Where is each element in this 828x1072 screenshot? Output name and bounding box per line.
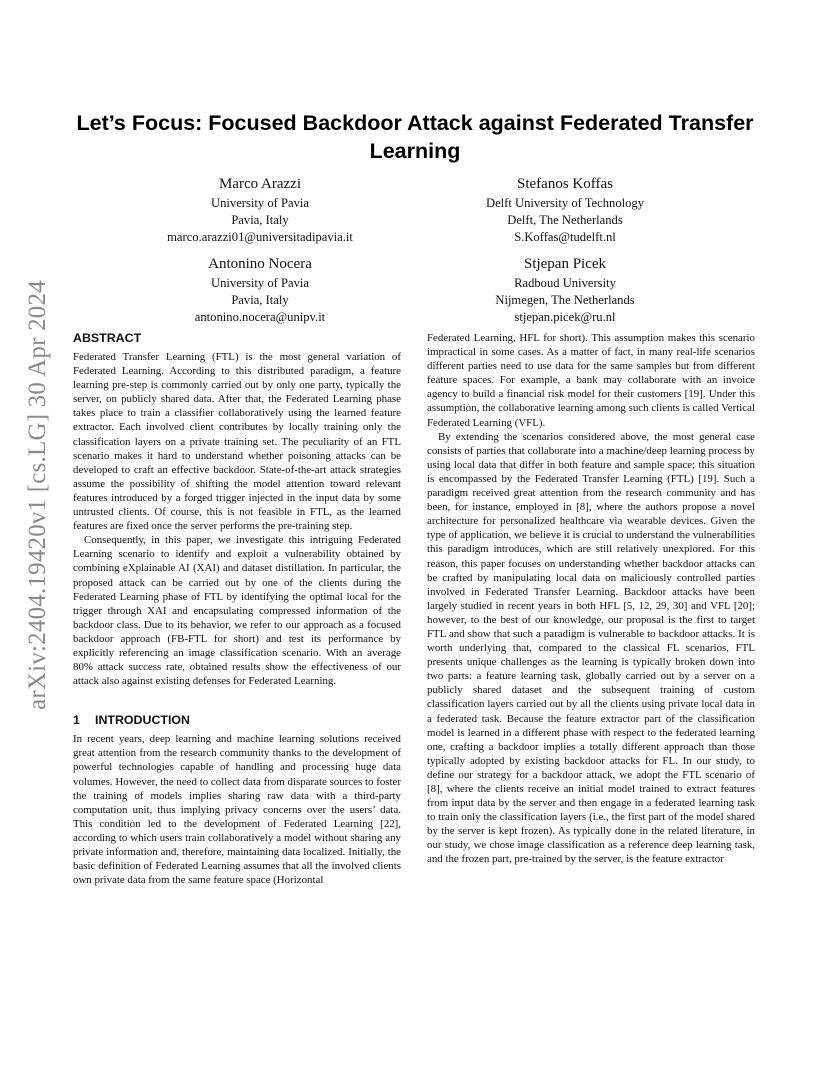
abstract-paragraph: Consequently, in this paper, we investigate this intriguing Federated Learning scenario to identify and exploit a vulnerability obtained by combining eXplainable AI (XAI) and dataset distillation. In particular, the proposed attack can be carried out by one of the clients during the Federated Learning phase of FTL by identifying the optimal local for the trigger through XAI and encapsulating compressed information of the backdoor class. Due to its behavior, we refer to our approach as a focused backdoor approach (FB-FTL for short) and test its performance by explicitly referencing an image classification scenario. With an average 80% attack success rate, obtained results show the effectiveness of our attack also against existing defenses for Federated Learning.	[73, 534, 401, 688]
section-number: 1	[73, 713, 80, 728]
abstract-heading: ABSTRACT	[73, 331, 142, 345]
author-affiliation: Delft University of Technology	[485, 196, 645, 210]
author-email: stjepan.picek@ru.nl	[514, 310, 616, 324]
paper-title: Let’s Focus: Focused Backdoor Attack against Federated Transfer Learning	[76, 111, 754, 163]
author-location: Pavia, Italy	[231, 213, 289, 227]
author-block	[430, 254, 700, 326]
author-email: marco.arazzi01@universitadipavia.it	[167, 230, 353, 244]
author-affiliation: University of Pavia	[211, 196, 309, 210]
author-name: Stefanos Koffas	[517, 176, 613, 192]
author-name: Antonino Nocera	[208, 256, 312, 272]
body-paragraph: By extending the scenarios considered above, the most general case consists of parties that collaborate into a machine/deep learning process by using local data that differ in both feature and sample space; this situation is encompassed by the Federated Transfer Learning (FTL) [19]. Such a paradigm received great attention from the research community and has been, for instance, employed in [8], where the authors propose a novel architecture for personalized healthcare via wearable devices. Given the type of application, we believe it is crucial to understand the vulnerabilities this paradigm introduces, which are still relatively unexplored. For this reason, this paper focuses on understanding whether backdoor attacks can be crafted by manipulating local data on maliciously controlled parties involved in Federated Transfer Learning. Backdoor attacks have been largely studied in recent years in both HFL [5, 12, 29, 30] and VFL [20]; however, to the best of our knowledge, our proposal is the first to target FTL and show that such a paradigm is vulnerable to backdoor attacks. It is worth underlying that, compared to the classical FL scenarios, FTL presents unique challenges as the learning is typically broken down into two parts: a feature learning task, globally carried out by a server on a publicly shared dataset and the subsequent training of custom classification layers carried out by all the clients using private local data in a federated task. Because the feature extractor part of the classification model is learned in a different phase with respect to the federated learning one, crafting a backdoor implies a totally different approach than those typically adopted by existing backdoor attacks for FL. In our study, to define our strategy for a backdoor attack, we adopt the FTL scenario of [8], where the clients receive an initial model trained to extract features from input data by the server and then engage in a federated learning task to train only the classification layers (i.e., the first part of the model shared by the server is kept frozen). As typically done in the related literature, in our study, we chose image classification as a reference deep learning task, and the frozen part, pre-trained by the server, is the feature extractor	[427, 430, 755, 866]
author-location: Pavia, Italy	[231, 293, 289, 307]
author-email: S.Koffas@tudelft.nl	[514, 230, 616, 244]
author-name: Marco Arazzi	[218, 176, 302, 192]
arxiv-identifier-text: arXiv:2404.19420v1 [cs.LG] 30 Apr 2024	[24, 280, 51, 710]
author-affiliation: University of Pavia	[211, 276, 309, 290]
author-block	[125, 254, 395, 326]
body-paragraph: In recent years, deep learning and machine learning solutions received great attention from the research community thanks to the development of powerful technologies capable of handling and processing huge data volumes. However, the need to collect data from disparate sources to foster the training of models implies sharing raw data with a third-party computation unit, thus implying privacy concerns over the users’ data. This condition led to the development of Federated Learning [22], according to which users train collaboratively a model without sharing any private information and, therefore, maintaining data localized. Initially, the basic definition of Federated Learning assumes that all the involved clients own private data from the same feature space (Horizontal	[73, 733, 401, 887]
section-title: INTRODUCTION	[95, 713, 190, 728]
author-name: Stjepan Picek	[523, 256, 607, 272]
author-affiliation: Radboud University	[514, 276, 616, 290]
introduction-heading	[73, 712, 401, 728]
author-email: antonino.nocera@unipv.it	[194, 310, 326, 324]
right-column	[427, 331, 755, 867]
left-column	[73, 330, 401, 887]
body-paragraph: Federated Learning, HFL for short). This assumption makes this scenario impractical in some cases. As a matter of fact, in many real-life scenarios different parties need to use data for the same samples but from different feature spaces. For example, a bank may collaborate with an invoice agency to build a financial risk model for their customers [19]. Under this assumption, the collaborative learning among such clients is called Vertical Federated Learning (VFL).	[427, 332, 755, 429]
arxiv-identifier-stamp	[18, 280, 58, 710]
author-block	[430, 174, 700, 246]
author-location: Delft, The Netherlands	[507, 213, 623, 227]
author-block	[125, 174, 395, 246]
abstract-paragraph: Federated Transfer Learning (FTL) is the most general variation of Federated Learning. According to this distributed paradigm, a feature learning pre-step is commonly carried out by only one party, typically the server, on publicly shared data. After that, the Federated Learning phase takes place to train a classifier collaboratively using the learned feature extractor. Each involved client contributes by locally training only the classification layers on a private training set. The peculiarity of an FTL scenario makes it hard to understand whether poisoning attacks can be developed to craft an effective backdoor. State-of-the-art attack strategies assume the possibility of shifting the model attention toward relevant features introduced by a forged trigger injected in the input data by some untrusted clients. Of course, this is not feasible in FTL, as the learned features are fixed once the server performs the pre-training step.	[73, 351, 401, 533]
author-location: Nijmegen, The Netherlands	[495, 293, 635, 307]
